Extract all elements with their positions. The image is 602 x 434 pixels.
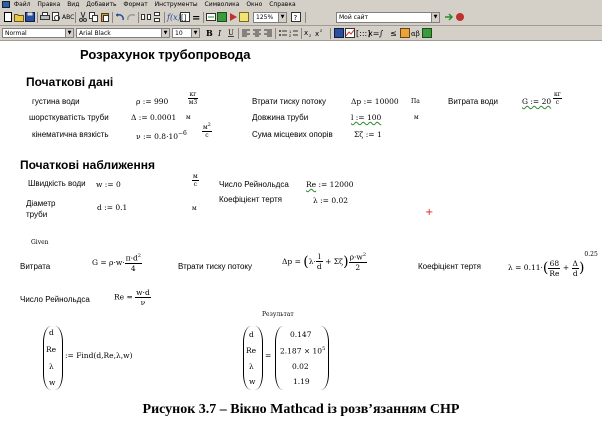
density-unit: $\frac{кг}{м3}$ [188,91,198,106]
paste-icon[interactable] [100,12,110,22]
vector-left-item: Re [46,345,57,354]
calculate-icon[interactable] [239,12,249,22]
font-select[interactable] [76,28,170,38]
result-label: Результат [262,311,294,318]
unknowns-vector[interactable] [43,326,63,390]
reynolds-definition[interactable]: Re := 12000 [306,180,354,189]
bullets-icon[interactable] [278,28,288,38]
align-right-icon[interactable] [263,28,273,38]
stop-icon[interactable] [455,12,465,22]
pressure-loss-label: Втрати тиску потоку [252,97,326,106]
velocity-definition[interactable]: w := 0 [96,180,121,189]
svg-text:≤: ≤ [390,29,397,38]
menu-window[interactable]: Окно [246,1,263,8]
reynolds-label: Число Рейнольдса [219,180,289,189]
print-icon[interactable] [40,12,50,22]
local-resistance-label: Сума місцевих опорів [252,130,333,139]
print-preview-icon[interactable] [51,12,61,22]
friction-definition[interactable]: λ := 0.02 [313,196,349,205]
font-size-select[interactable] [172,28,200,38]
local-resistance-definition[interactable]: Σζ := 1 [354,130,382,139]
viscosity-definition[interactable]: ν := $0.8\cdot 10^{-6}$ [136,130,187,141]
undo-icon[interactable] [115,12,125,22]
underline-icon[interactable] [226,28,236,38]
new-document-icon[interactable] [3,12,13,22]
svg-text:[]: [] [181,14,187,22]
align-down-icon[interactable] [152,12,162,22]
diameter-definition[interactable]: d := 0.1 [97,203,128,212]
numbering-icon[interactable] [289,28,299,38]
section-initial-data: Початкові дані [26,75,114,89]
svg-text:U: U [228,29,234,37]
resource-center-select[interactable] [336,12,440,23]
insert-unit-icon[interactable] [180,12,190,22]
superscript-icon[interactable] [315,28,325,38]
menu-symbolics[interactable]: Символика [204,1,240,8]
svg-text:2: 2 [309,33,312,38]
svg-text:x: x [315,30,320,38]
svg-text:x: x [304,29,309,37]
svg-text:I: I [218,29,222,38]
component-wizard-icon[interactable] [217,12,227,22]
style-value: Normal [5,30,27,37]
svg-text:2: 2 [289,33,292,38]
equals-sign: = [265,351,272,360]
align-left-icon[interactable] [241,28,251,38]
vector-right-item: w [249,377,256,386]
pipe-length-definition[interactable]: l := 100 [351,113,382,122]
density-definition[interactable]: ρ := 990 [136,97,169,106]
svg-text:x=: x= [368,29,380,38]
font-size-value: 10 [175,30,183,37]
programming-toolbar-icon[interactable] [400,28,410,38]
cut-icon[interactable] [78,12,88,22]
reynolds-eq-label: Число Рейнольдса [20,295,90,304]
result-value: 1.19 [293,377,310,386]
chevron-down-icon: ▼ [191,29,199,37]
svg-text:?: ? [293,14,298,22]
vector-right-item: d [249,330,254,339]
viscosity-label: кінематична вязкість [32,130,109,139]
flow-rate-unit: $\frac{кг}{с}$ [554,91,561,106]
pipe-length-unit: м [414,114,419,121]
calculator-toolbar-icon[interactable] [334,28,344,38]
menu-tools[interactable]: Инструменты [154,1,198,8]
greek-toolbar-icon[interactable] [411,28,421,38]
diameter-label-line2: труби [26,210,48,219]
svg-text:αβ: αβ [411,30,420,38]
svg-text:B: B [206,28,213,38]
go-icon[interactable] [444,12,454,22]
section-initial-approximations: Початкові наближення [20,158,155,172]
calculus-toolbar-icon[interactable] [378,28,388,38]
equals-icon[interactable] [191,12,201,22]
pressure-eq-label: Втрати тиску потоку [178,262,252,271]
viscosity-unit: $\frac{м^2}{с}$ [203,122,211,139]
velocity-label: Швидкість води [28,179,86,188]
align-center-icon[interactable] [252,28,262,38]
formatting-toolbar [0,26,602,41]
chevron-down-icon: ▼ [431,13,439,22]
pipe-length-label: Довжина труби [252,113,309,122]
diameter-unit: м [192,205,197,212]
italic-icon[interactable] [215,28,225,38]
menu-bar [0,0,602,10]
menu-edit[interactable]: Правка [37,1,61,8]
result-values-vector[interactable] [275,326,329,390]
evaluation-toolbar-icon[interactable] [367,28,380,38]
matrix-toolbar-icon[interactable] [356,28,371,38]
app-icon [2,1,10,8]
pressure-equation[interactable]: Δp = (λ· $\frac{l}{d}$ + Σζ) $\frac{\rho\cdot w^2}{2}$ [282,252,366,272]
menu-format[interactable]: Формат [123,1,148,8]
crosshair-cursor-icon: + [425,207,434,218]
vector-left-item: d [49,328,54,337]
svg-text:[:::]: [:::] [356,29,371,38]
menu-help[interactable]: Справка [269,1,296,8]
open-folder-icon[interactable] [14,12,24,22]
run-script-icon[interactable] [228,12,238,22]
vector-left-item: λ [49,362,54,371]
zoom-select[interactable] [253,12,287,23]
density-label: густина води [32,97,80,106]
zoom-value: 125% [256,14,274,21]
menu-view[interactable]: Вид [67,1,80,8]
menu-insert[interactable]: Добавить [86,1,117,8]
insert-function-icon[interactable] [167,12,181,22]
redo-icon[interactable] [126,12,136,22]
save-disk-icon[interactable] [25,12,35,22]
result-value: 0.147 [290,330,312,339]
vector-left-item: w [49,378,56,387]
pressure-loss-definition[interactable]: Δp := 10000 [351,97,399,106]
result-value: 0.02 [292,362,309,371]
velocity-unit: $\frac{м}{с}$ [193,173,198,188]
svg-text:2: 2 [320,28,323,33]
result-names-vector[interactable] [243,326,263,390]
flow-rate-label: Витрата води [448,97,499,106]
align-across-icon[interactable] [141,12,151,22]
svg-text:f(x): f(x) [167,13,181,22]
reynolds-equation[interactable]: Re = $\frac{w\cdot d}{\nu}$ [114,288,150,307]
page-title: Розрахунок трубопровода [80,47,251,62]
pressure-loss-unit: Па [411,98,420,105]
insert-hyperlink-icon[interactable] [206,12,216,22]
diameter-label-line1: Діаметр [26,199,56,208]
help-icon[interactable] [291,12,301,22]
svg-text:=: = [192,13,201,24]
vector-right-item: Re [246,346,257,355]
roughness-definition[interactable]: Δ := 0.0001 [131,113,177,122]
bold-icon[interactable] [204,28,214,38]
roughness-unit: м [186,114,191,121]
graph-toolbar-icon[interactable] [345,28,355,38]
friction-eq-label: Коефіцієнт тертя [418,262,481,271]
friction-equation[interactable]: λ = 0.11·( $\frac{68}{Re}$ + $\frac{\Delta}{d}$ )$^{0.25}$ [508,251,598,278]
spell-check-icon[interactable] [62,12,75,22]
given-keyword[interactable]: Given [31,239,49,246]
vector-right-item: λ [249,362,254,371]
boolean-toolbar-icon[interactable] [389,28,399,38]
symbolic-toolbar-icon[interactable] [422,28,432,38]
svg-text:∫: ∫ [379,29,384,38]
flow-rate-definition[interactable]: G := 20 [522,97,552,106]
style-select[interactable] [2,28,74,38]
flow-eq-label: Витрата [20,262,51,271]
font-value: Arial Black [79,30,111,37]
chevron-down-icon: ▼ [278,13,286,22]
menu-file[interactable]: Файл [13,1,31,8]
friction-label: Коефіцієнт тертя [219,195,282,204]
svg-text:ABC: ABC [62,14,75,21]
chevron-down-icon: ▼ [65,29,73,37]
figure-caption: Рисунок 3.7 – Вікно Mathcad із розв’язанням СНР [142,402,460,417]
worksheet[interactable] [0,41,602,398]
standard-toolbar [0,10,602,26]
resource-value: Мой сайт [339,14,369,21]
subscript-icon[interactable] [304,28,314,38]
flow-equation[interactable]: G = ρ·w· $\frac{\pi\cdot d^2}{4}$ [92,253,141,273]
copy-icon[interactable] [89,12,99,22]
roughness-label: шорсткуватість труби [29,113,109,122]
svg-text:1: 1 [289,29,292,34]
result-value: $2.187 \times 10^5$ [280,346,326,356]
find-expression[interactable]: := Find(d,Re,λ,w) [65,351,133,360]
chevron-down-icon: ▼ [161,29,169,37]
